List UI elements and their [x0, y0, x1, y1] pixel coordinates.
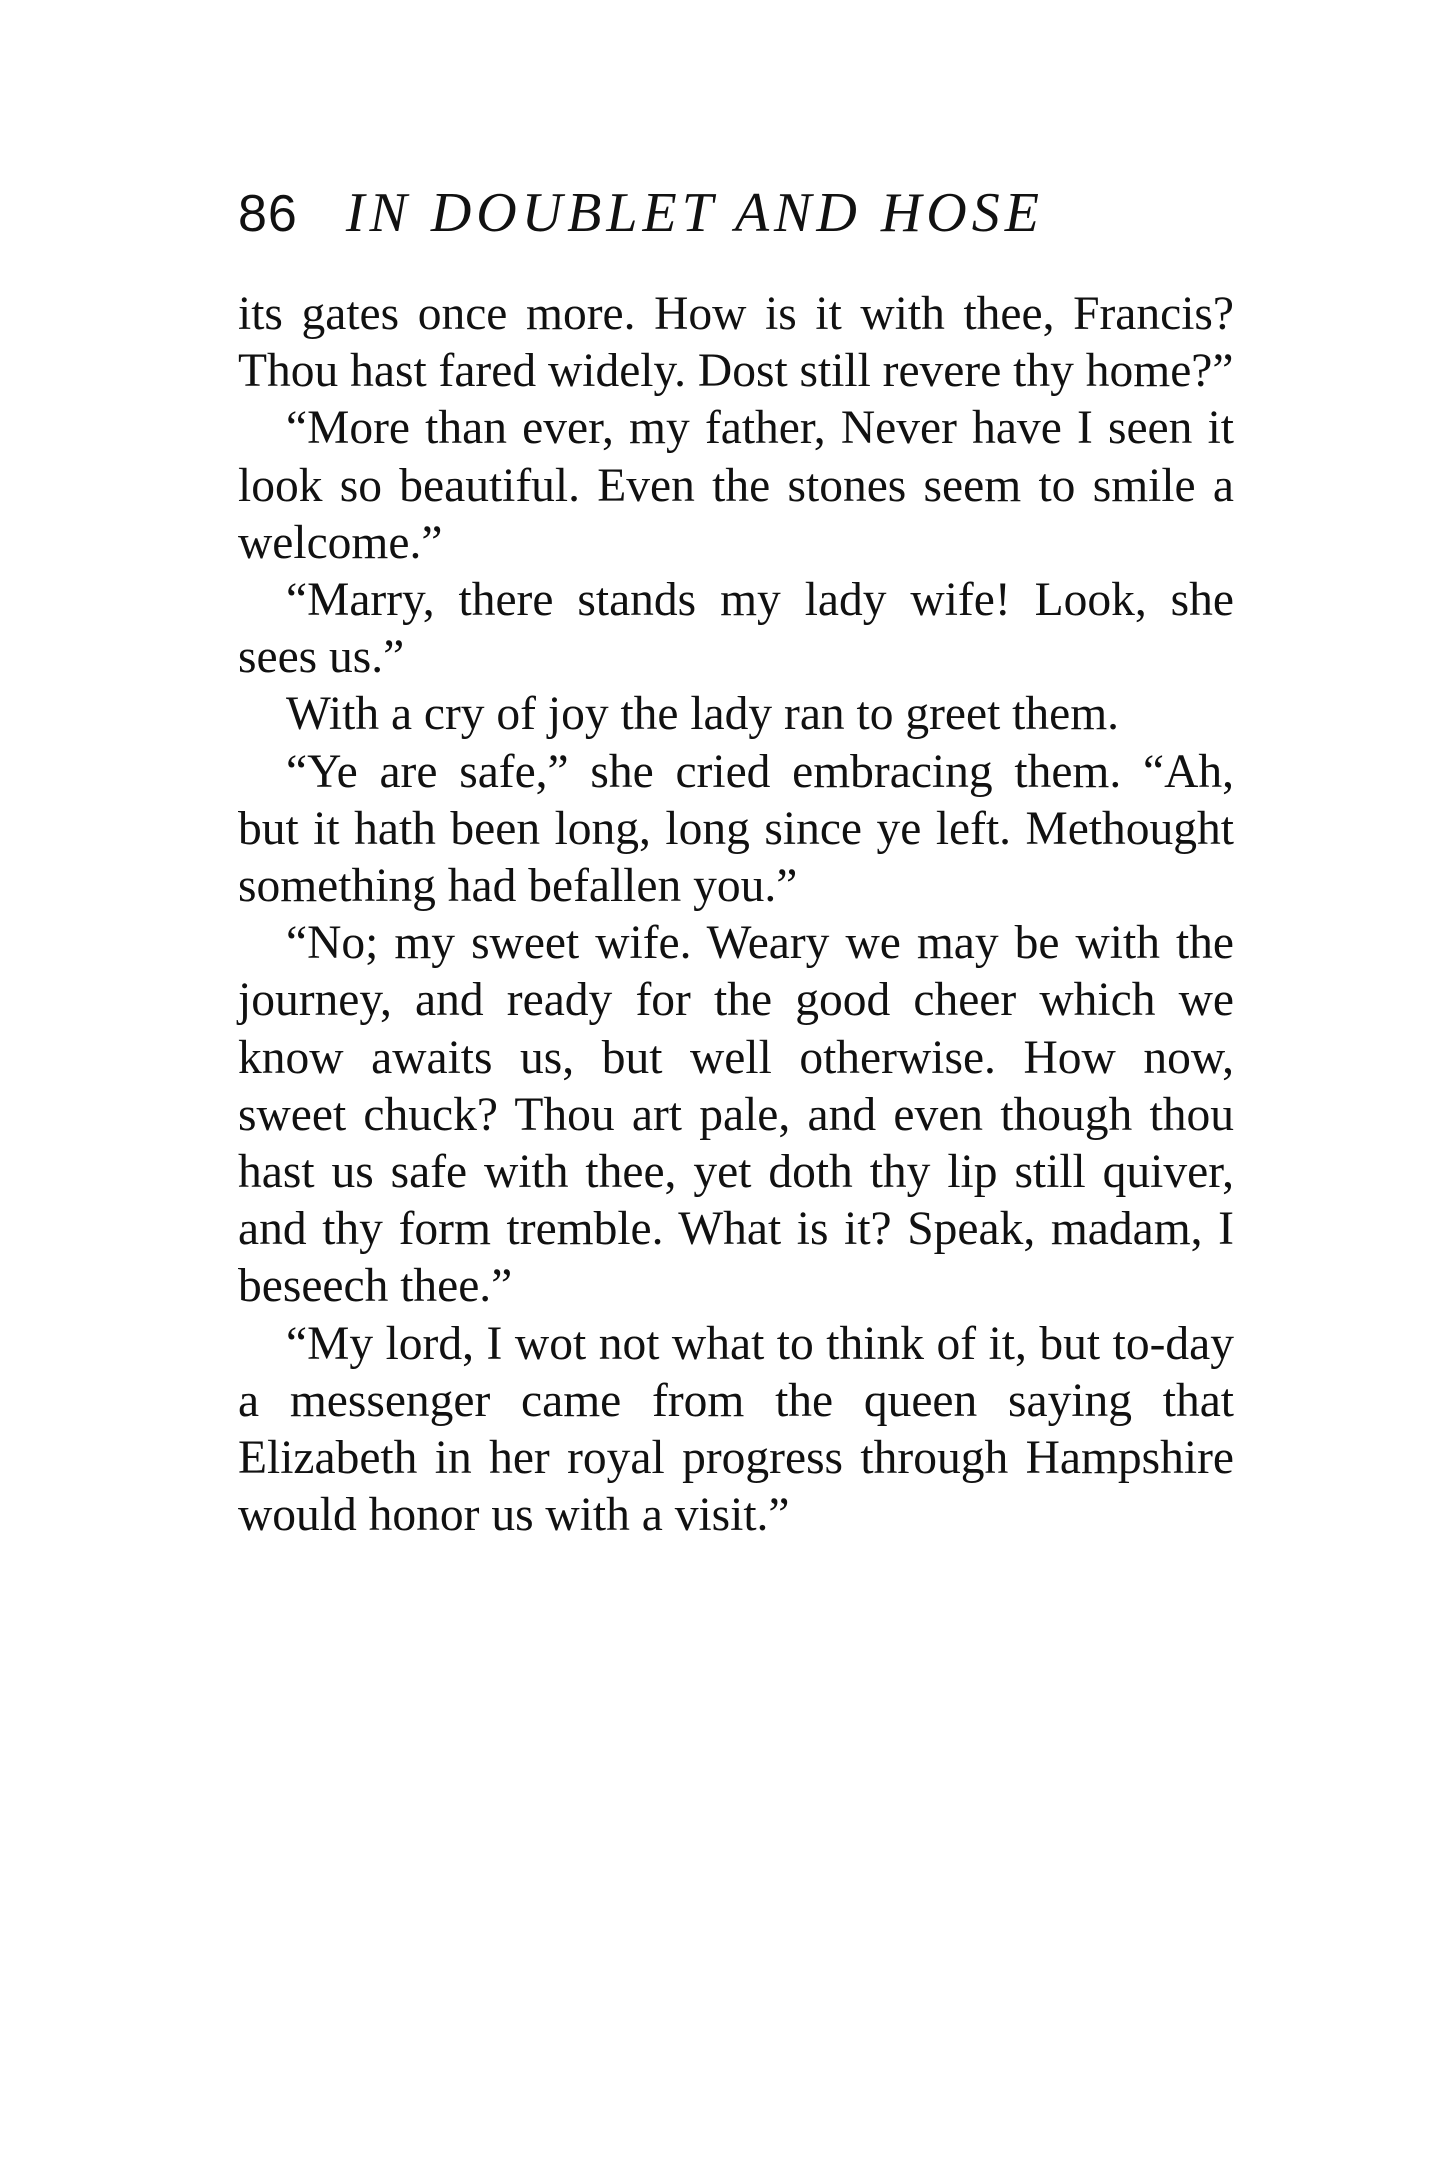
- body-text: [238, 286, 1234, 1544]
- paragraph: “My lord, I wot not what to think of it, but to-day a messenger came from the queen saying that Elizabeth in her royal progress through Hampshire would honor us with a visit.”: [238, 1317, 1234, 1542]
- paragraph: “Marry, there stands my lady wife! Look, she sees us.”: [238, 574, 1234, 684]
- running-title: IN DOUBLET AND HOSE: [345, 182, 1044, 244]
- paragraph: “No; my sweet wife. Weary we may be with the journey, and ready for the good cheer which we know awaits us, but well otherwise. How now, sweet chuck? Thou art pale, and even though thou hast us safe with thee, yet doth thy lip still quiver, and thy form tremble. What is it? Speak, madam, I beseech thee.”: [238, 917, 1234, 1313]
- paragraph: its gates once more. How is it with thee, Francis? Thou hast fared widely. Dost still revere thy home?”: [238, 288, 1234, 398]
- paragraph: “More than ever, my father, Never have I seen it look so beautiful. Even the stones seem to smile a welcome.”: [238, 402, 1234, 569]
- page-number: 86: [238, 185, 298, 243]
- paragraph: With a cry of joy the lady ran to greet them.: [286, 688, 1120, 741]
- paragraph: “Ye are safe,” she cried embracing them. “Ah, but it hath been long, long since ye left. Methought something had befallen you.”: [238, 745, 1234, 913]
- page-header: [238, 178, 1228, 248]
